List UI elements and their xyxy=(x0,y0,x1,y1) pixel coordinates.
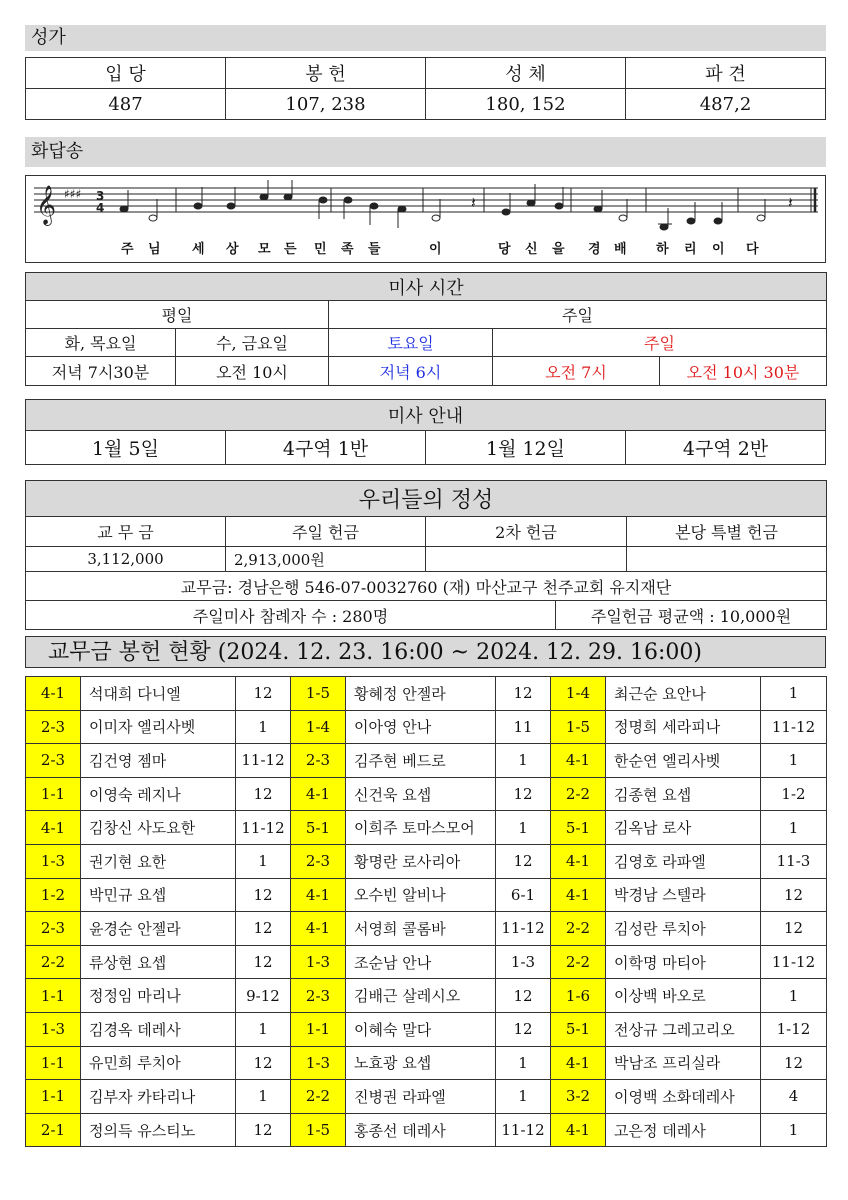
month-cell: 1 xyxy=(496,1080,551,1114)
lyric-syllable: 모 xyxy=(258,242,271,257)
name-cell: 정정임 마리나 xyxy=(81,979,236,1013)
month-cell: 1 xyxy=(236,1012,291,1046)
name-cell: 유민희 루치아 xyxy=(81,1046,236,1080)
month-cell: 11-3 xyxy=(761,844,827,878)
name-cell: 이혜숙 말다 xyxy=(346,1012,496,1046)
month-cell: 12 xyxy=(496,844,551,878)
month-cell: 1 xyxy=(236,710,291,744)
name-cell: 고은정 데레사 xyxy=(606,1113,761,1147)
month-cell: 1 xyxy=(761,744,827,778)
group-cell: 2-3 xyxy=(26,912,81,946)
group-cell: 4-1 xyxy=(26,811,81,845)
group-cell: 2-3 xyxy=(291,844,346,878)
group-cell: 2-3 xyxy=(26,744,81,778)
group-cell: 3-2 xyxy=(551,1080,606,1114)
table-row xyxy=(26,710,827,744)
name-cell: 한순연 엘리사벳 xyxy=(606,744,761,778)
group-cell: 1-6 xyxy=(551,979,606,1013)
month-cell: 11-12 xyxy=(761,710,827,744)
group-cell: 1-1 xyxy=(26,1080,81,1114)
day-tue-thu: 화, 목요일 xyxy=(26,329,176,357)
response-section-title: 화답송 xyxy=(25,137,826,167)
mass-guide-title: 미사 안내 xyxy=(26,400,826,431)
name-cell: 이아영 안나 xyxy=(346,710,496,744)
group-cell: 4-1 xyxy=(551,1046,606,1080)
group-cell: 1-3 xyxy=(26,1012,81,1046)
month-cell: 6-1 xyxy=(496,878,551,912)
guide-group: 4구역 1반 xyxy=(226,431,426,465)
lyric-syllable: 리 xyxy=(684,242,697,257)
month-cell: 1-3 xyxy=(496,945,551,979)
offering-header: 교 무 금 xyxy=(26,517,226,547)
name-cell: 박민규 요셉 xyxy=(81,878,236,912)
table-row xyxy=(26,979,827,1013)
table-row xyxy=(26,945,827,979)
offering-table xyxy=(25,480,827,630)
month-cell: 11-12 xyxy=(236,744,291,778)
day-saturday: 토요일 xyxy=(329,329,493,357)
key-signature-icon: ♯♯♯ xyxy=(64,187,82,201)
month-cell: 1-12 xyxy=(761,1012,827,1046)
name-cell: 황명란 로사리아 xyxy=(346,844,496,878)
time-saturday: 저녁 6시 xyxy=(329,357,493,386)
table-row xyxy=(26,1080,827,1114)
table-row xyxy=(26,811,827,845)
name-cell: 이학명 마티아 xyxy=(606,945,761,979)
day-sunday: 주일 xyxy=(493,329,827,357)
group-cell: 4-1 xyxy=(291,878,346,912)
name-cell: 이상백 바오로 xyxy=(606,979,761,1013)
month-cell: 4 xyxy=(761,1080,827,1114)
hymn-value: 487,2 xyxy=(626,89,826,120)
group-cell: 2-1 xyxy=(26,1113,81,1147)
name-cell: 김배근 살레시오 xyxy=(346,979,496,1013)
rest-icon: 𝄽 xyxy=(788,193,793,212)
month-cell: 11-12 xyxy=(236,811,291,845)
table-row xyxy=(26,878,827,912)
hymn-header: 봉 헌 xyxy=(226,58,426,89)
group-cell: 4-1 xyxy=(291,777,346,811)
mass-guide-table xyxy=(25,399,826,465)
offering-value xyxy=(627,547,827,572)
group-cell: 2-2 xyxy=(26,945,81,979)
weekday-label: 평일 xyxy=(26,301,329,329)
group-cell: 1-5 xyxy=(291,1113,346,1147)
group-cell: 2-3 xyxy=(291,979,346,1013)
name-cell: 김건영 젬마 xyxy=(81,744,236,778)
treble-clef-icon: 𝄞 xyxy=(36,185,57,225)
group-cell: 1-2 xyxy=(26,878,81,912)
offering-value: 2,913,000원 xyxy=(226,547,426,572)
guide-group: 4구역 2반 xyxy=(626,431,826,465)
group-cell: 1-1 xyxy=(291,1012,346,1046)
name-cell: 신건욱 요셉 xyxy=(346,777,496,811)
hymn-value: 487 xyxy=(26,89,226,120)
lyric-syllable: 주 xyxy=(121,242,134,257)
table-row xyxy=(26,912,827,946)
name-cell: 홍종선 데레사 xyxy=(346,1113,496,1147)
name-cell: 김성란 루치아 xyxy=(606,912,761,946)
name-cell: 황혜정 안젤라 xyxy=(346,677,496,711)
group-cell: 4-1 xyxy=(551,1113,606,1147)
hymn-value: 107, 238 xyxy=(226,89,426,120)
group-cell: 1-4 xyxy=(551,677,606,711)
group-cell: 2-2 xyxy=(551,777,606,811)
music-staff xyxy=(26,176,825,262)
rest-icon: 𝄽 xyxy=(471,193,476,212)
group-cell: 2-2 xyxy=(551,912,606,946)
offering-title: 우리들의 정성 xyxy=(26,481,827,517)
month-cell: 1 xyxy=(236,844,291,878)
average-offering: 주일헌금 평균액 : 10,000원 xyxy=(556,601,827,630)
name-cell: 노효광 요셉 xyxy=(346,1046,496,1080)
month-cell: 1 xyxy=(236,1080,291,1114)
offering-header: 2차 헌금 xyxy=(426,517,627,547)
month-cell: 12 xyxy=(236,1113,291,1147)
name-cell: 오수빈 알비나 xyxy=(346,878,496,912)
lyric-syllable: 하 xyxy=(656,242,669,257)
name-cell: 최근순 요안나 xyxy=(606,677,761,711)
lyric-syllable: 이 xyxy=(712,242,725,257)
time-tue-thu: 저녁 7시30분 xyxy=(26,357,176,386)
table-row xyxy=(26,677,827,711)
lyric-syllable: 배 xyxy=(614,242,627,257)
month-cell: 1 xyxy=(496,1046,551,1080)
group-cell: 1-5 xyxy=(291,677,346,711)
time-signature-icon: 3 xyxy=(96,189,105,203)
lyric-syllable: 경 xyxy=(588,242,601,257)
hymn-header: 성 체 xyxy=(426,58,626,89)
table-row xyxy=(26,1046,827,1080)
hymn-section-title: 성가 xyxy=(25,25,826,51)
lyric-syllable: 족 xyxy=(341,242,354,257)
month-cell: 11-12 xyxy=(761,945,827,979)
month-cell: 1 xyxy=(761,979,827,1013)
offering-value: 3,112,000 xyxy=(26,547,226,572)
name-cell: 조순남 안나 xyxy=(346,945,496,979)
hymn-table xyxy=(25,57,826,120)
name-cell: 진병권 라파엘 xyxy=(346,1080,496,1114)
time-sunday-late: 오전 10시 30분 xyxy=(660,357,827,386)
month-cell: 1 xyxy=(761,1113,827,1147)
name-cell: 박남조 프리실라 xyxy=(606,1046,761,1080)
offering-header: 본당 특별 헌금 xyxy=(627,517,827,547)
month-cell: 12 xyxy=(761,912,827,946)
group-cell: 5-1 xyxy=(551,811,606,845)
group-cell: 2-3 xyxy=(291,744,346,778)
name-cell: 류상현 요셉 xyxy=(81,945,236,979)
group-cell: 1-1 xyxy=(26,979,81,1013)
group-cell: 4-1 xyxy=(551,878,606,912)
month-cell: 1 xyxy=(496,811,551,845)
group-cell: 2-2 xyxy=(551,945,606,979)
month-cell: 12 xyxy=(236,777,291,811)
group-cell: 2-2 xyxy=(291,1080,346,1114)
sunday-label: 주일 xyxy=(329,301,827,329)
month-cell: 12 xyxy=(236,912,291,946)
month-cell: 1-2 xyxy=(761,777,827,811)
mass-time-table xyxy=(25,272,827,386)
month-cell: 11 xyxy=(496,710,551,744)
lyric-syllable: 다 xyxy=(746,242,759,257)
guide-date: 1월 12일 xyxy=(426,431,626,465)
lyric-syllable: 신 xyxy=(525,242,538,257)
month-cell: 11-12 xyxy=(496,1113,551,1147)
month-cell: 12 xyxy=(761,878,827,912)
month-cell: 9-12 xyxy=(236,979,291,1013)
month-cell: 1 xyxy=(761,811,827,845)
month-cell: 12 xyxy=(761,1046,827,1080)
response-score xyxy=(25,175,826,263)
group-cell: 1-5 xyxy=(551,710,606,744)
table-row xyxy=(26,777,827,811)
name-cell: 김창신 사도요한 xyxy=(81,811,236,845)
lyric-syllable: 든 xyxy=(284,242,297,257)
month-cell: 12 xyxy=(496,777,551,811)
name-cell: 권기현 요한 xyxy=(81,844,236,878)
account-info: 교무금: 경남은행 546-07-0032760 (재) 마산교구 천주교회 유지재단 xyxy=(26,572,827,601)
guide-date: 1월 5일 xyxy=(26,431,226,465)
day-wed-fri: 수, 금요일 xyxy=(176,329,329,357)
name-cell: 박경남 스텔라 xyxy=(606,878,761,912)
month-cell: 12 xyxy=(236,1046,291,1080)
name-cell: 윤경순 안젤라 xyxy=(81,912,236,946)
hymn-value: 180, 152 xyxy=(426,89,626,120)
group-cell: 1-3 xyxy=(26,844,81,878)
offering-header: 주일 헌금 xyxy=(226,517,426,547)
month-cell: 12 xyxy=(236,945,291,979)
name-cell: 이미자 엘리사벳 xyxy=(81,710,236,744)
name-cell: 김부자 카타리나 xyxy=(81,1080,236,1114)
lyric-syllable: 님 xyxy=(148,242,161,257)
name-cell: 서영희 콜롬바 xyxy=(346,912,496,946)
name-cell: 전상규 그레고리오 xyxy=(606,1012,761,1046)
name-cell: 이영숙 레지나 xyxy=(81,777,236,811)
hymn-header: 파 견 xyxy=(626,58,826,89)
group-cell: 2-3 xyxy=(26,710,81,744)
table-row xyxy=(26,844,827,878)
hymn-header: 입 당 xyxy=(26,58,226,89)
group-cell: 4-1 xyxy=(26,677,81,711)
month-cell: 12 xyxy=(236,878,291,912)
lyric-syllable: 들 xyxy=(368,242,381,257)
month-cell: 1 xyxy=(761,677,827,711)
group-cell: 1-1 xyxy=(26,1046,81,1080)
month-cell: 12 xyxy=(496,1012,551,1046)
name-cell: 김종현 요셉 xyxy=(606,777,761,811)
name-cell: 이영백 소화데레사 xyxy=(606,1080,761,1114)
group-cell: 4-1 xyxy=(551,844,606,878)
lyric-syllable: 세 xyxy=(192,242,205,257)
month-cell: 1 xyxy=(496,744,551,778)
table-row xyxy=(26,1113,827,1147)
status-table xyxy=(25,676,827,1147)
month-cell: 12 xyxy=(236,677,291,711)
table-row xyxy=(26,1012,827,1046)
name-cell: 이희주 토마스모어 xyxy=(346,811,496,845)
group-cell: 5-1 xyxy=(551,1012,606,1046)
group-cell: 4-1 xyxy=(551,744,606,778)
svg-text:4: 4 xyxy=(96,201,105,215)
name-cell: 김옥남 로사 xyxy=(606,811,761,845)
lyric-syllable: 이 xyxy=(429,242,442,257)
lyric-syllable: 당 xyxy=(498,242,511,257)
group-cell: 4-1 xyxy=(291,912,346,946)
name-cell: 김주현 베드로 xyxy=(346,744,496,778)
lyric-syllable: 상 xyxy=(226,242,239,257)
lyric-syllable: 민 xyxy=(314,242,327,257)
month-cell: 12 xyxy=(496,677,551,711)
lyric-syllable: 을 xyxy=(552,242,565,257)
name-cell: 김경옥 데레사 xyxy=(81,1012,236,1046)
name-cell: 석대희 다니엘 xyxy=(81,677,236,711)
attendee-count: 주일미사 참례자 수 : 280명 xyxy=(26,601,556,630)
group-cell: 1-1 xyxy=(26,777,81,811)
name-cell: 정명희 세라피나 xyxy=(606,710,761,744)
group-cell: 1-4 xyxy=(291,710,346,744)
group-cell: 5-1 xyxy=(291,811,346,845)
table-row xyxy=(26,744,827,778)
month-cell: 12 xyxy=(496,979,551,1013)
offering-value xyxy=(426,547,627,572)
mass-time-title: 미사 시간 xyxy=(26,273,827,301)
group-cell: 1-3 xyxy=(291,1046,346,1080)
status-title: 교무금 봉헌 현황 (2024. 12. 23. 16:00 ~ 2024. 12. 29. 16:00) xyxy=(25,636,826,668)
name-cell: 정의득 유스티노 xyxy=(81,1113,236,1147)
time-wed-fri: 오전 10시 xyxy=(176,357,329,386)
name-cell: 김영호 라파엘 xyxy=(606,844,761,878)
month-cell: 11-12 xyxy=(496,912,551,946)
time-sunday-early: 오전 7시 xyxy=(493,357,660,386)
group-cell: 1-3 xyxy=(291,945,346,979)
